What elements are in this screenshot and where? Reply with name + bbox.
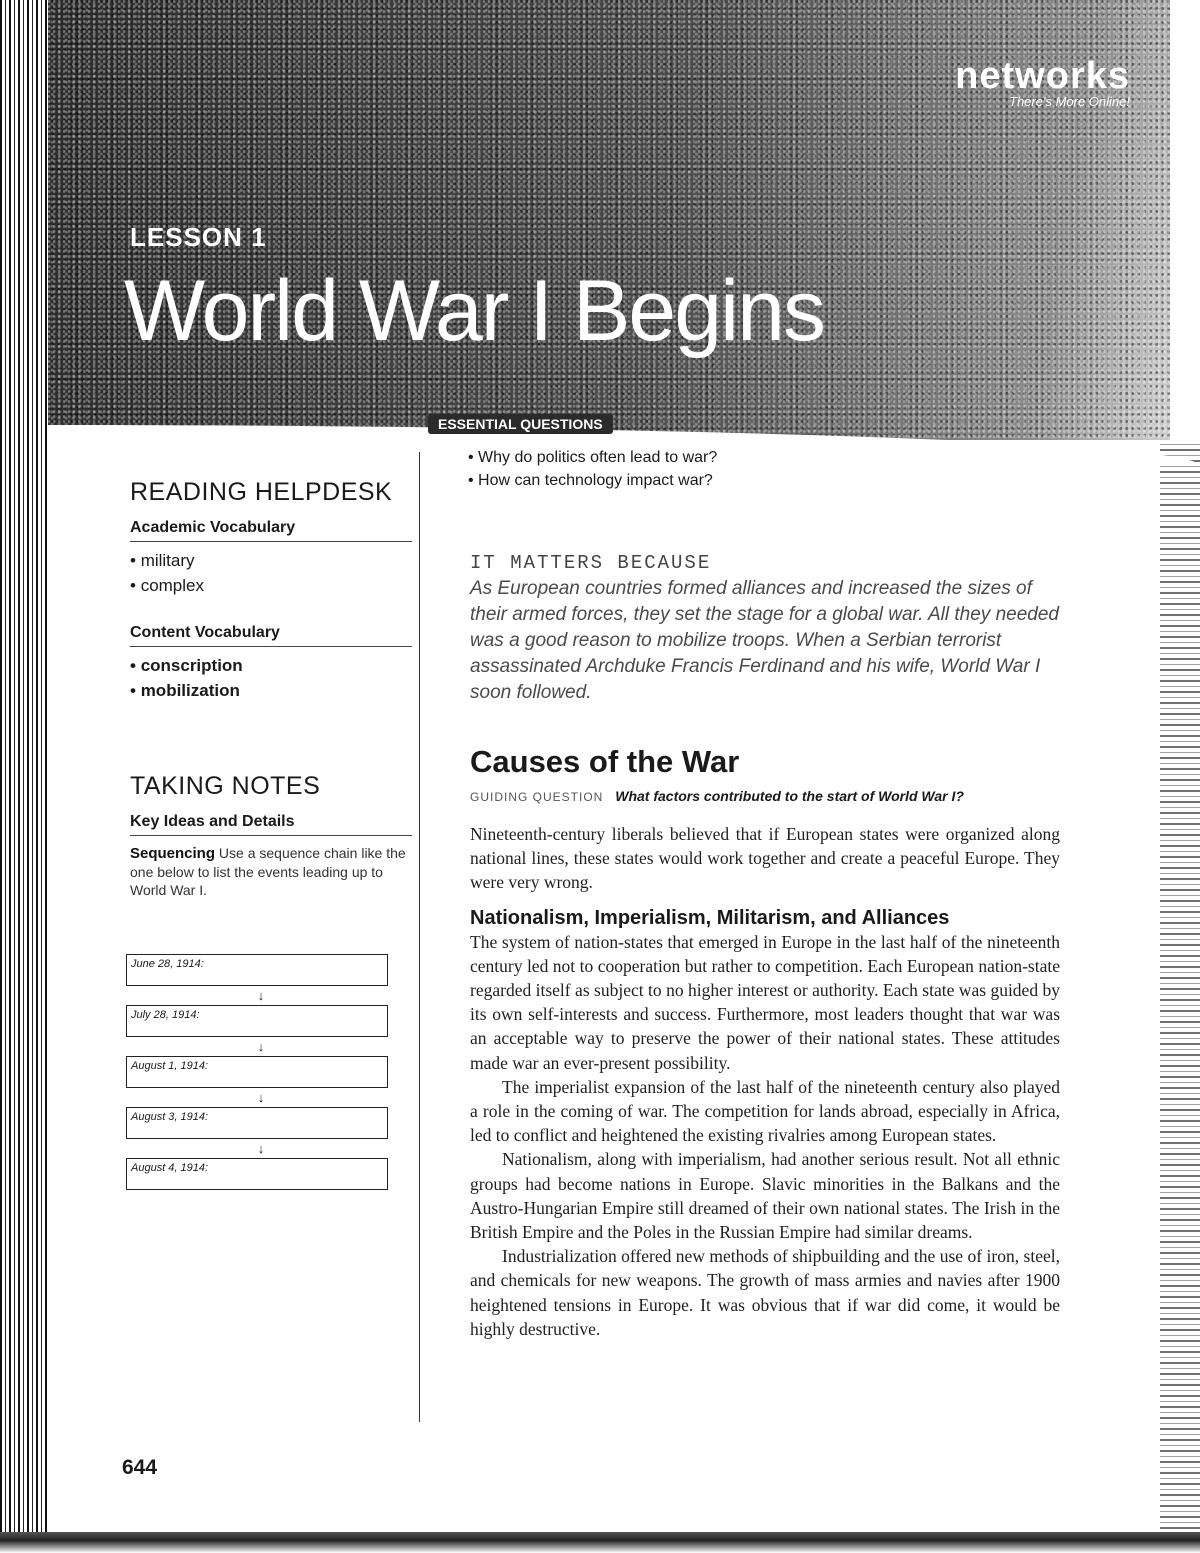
brand-logo (955, 55, 1130, 109)
arrow-down-icon: ↓ (257, 1090, 265, 1105)
content-vocabulary-list (130, 653, 412, 703)
guiding-question (470, 788, 1060, 804)
page-right-edge (1160, 440, 1200, 1540)
intro-paragraph: Nineteenth-century liberals believed that if European states were organized along national lines, these states would work together and create a peaceful Europe. They were very wrong. (470, 824, 1060, 893)
body-paragraph: The imperialist expansion of the last half of the nineteenth century also played a role in the coming of war. The competition for lands abroad, especially in Africa, led to conflict and heightened the existing rivalries among European states. (470, 1076, 1060, 1146)
page-bottom-edge (0, 1532, 1200, 1553)
lesson-label: LESSON 1 (130, 222, 267, 252)
academic-vocabulary-list (130, 548, 412, 598)
reading-helpdesk (130, 478, 412, 703)
it-matters-text: As European countries formed alliances and increased the sizes of their armed forces, they set the stage for a global war. All they needed was a good reason to mobilize troops. When a Serbian terrorist assassinated Archduke Francis Ferdinand and his wife, World War I soon followed. (470, 578, 1059, 703)
sequence-chain (126, 954, 388, 1190)
taking-notes-heading: TAKING NOTES (130, 772, 321, 800)
essential-question: • How can technology impact war? (468, 469, 717, 492)
reading-helpdesk-heading: READING HELPDESK (130, 478, 393, 506)
brand-tagline: There's More Online! (1009, 94, 1130, 109)
subsection-heading: Nationalism, Imperialism, Militarism, and Alliances (470, 906, 950, 929)
essential-questions-tab: ESSENTIAL QUESTIONS (428, 414, 613, 434)
academic-vocabulary-label: Academic Vocabulary (130, 519, 412, 542)
sequence-box: August 3, 1914: (126, 1107, 388, 1139)
it-matters-section (470, 552, 1060, 706)
sidebar-divider (419, 452, 420, 1422)
body-paragraph: Nationalism, along with imperialism, had another serious result. Not all ethnic groups had become nations in Europe. Slavic minorities in the Balkans and the Austro-Hungarian Empire still dreamed of their own national states. The Irish in the British Empire and the Poles in the Russian Empire had similar dreams. (470, 1149, 1060, 1243)
arrow-down-icon: ↓ (257, 988, 265, 1003)
content-vocabulary-label: Content Vocabulary (130, 624, 412, 647)
taking-notes (130, 772, 412, 899)
arrow-down-icon: ↓ (257, 1141, 265, 1156)
guiding-question-label: GUIDING QUESTION (470, 790, 604, 804)
vocab-term: • conscription (130, 653, 412, 678)
vocab-term: • complex (130, 573, 412, 598)
vocab-term: • mobilization (130, 678, 412, 703)
key-ideas-label: Key Ideas and Details (130, 813, 412, 836)
brand-name: networks (955, 55, 1130, 97)
section-title: Causes of the War (470, 744, 740, 779)
body-paragraph: The system of nation-states that emerged in Europe in the last half of the nineteenth century led not to cooperation but rather to competition. Each European nation-state regarded itself as subject to no higher interest or authority. Each state was guided by its own self-interests and success. Furthermore, most leaders thought that war was an acceptable way to preserve the power of their national states. These attitudes made war an ever-present possibility. (470, 931, 1060, 1073)
vocab-term: • military (130, 548, 412, 573)
taking-notes-instructions (130, 844, 412, 899)
sequence-box: July 28, 1914: (126, 1005, 388, 1037)
guiding-question-text: What factors contributed to the start of World War I? (615, 788, 964, 804)
page-number: 644 (122, 1456, 158, 1479)
sequencing-instructions: Use a sequence chain like the one below to list the events leading up to World War I. (130, 845, 406, 898)
essential-questions-list (468, 446, 717, 492)
lesson-title: World War I Begins (124, 263, 824, 359)
book-binding-edge (0, 0, 48, 1553)
sequence-box: August 4, 1914: (126, 1158, 388, 1190)
sequence-box: June 28, 1914: (126, 954, 388, 986)
sequencing-label: Sequencing (130, 845, 216, 862)
essential-question: • Why do politics often lead to war? (468, 446, 717, 469)
sequence-box: August 1, 1914: (126, 1056, 388, 1088)
body-paragraph: Industrialization offered new methods of shipbuilding and the use of iron, steel, and chemicals for new weapons. The growth of mass armies and navies after 1900 heightened tensions in Europe. It was obvious that if war did come, it would be highly destructive. (470, 1246, 1060, 1339)
causes-section (470, 744, 1060, 1341)
arrow-down-icon: ↓ (257, 1039, 265, 1054)
it-matters-heading: IT MATTERS BECAUSE (470, 552, 712, 574)
